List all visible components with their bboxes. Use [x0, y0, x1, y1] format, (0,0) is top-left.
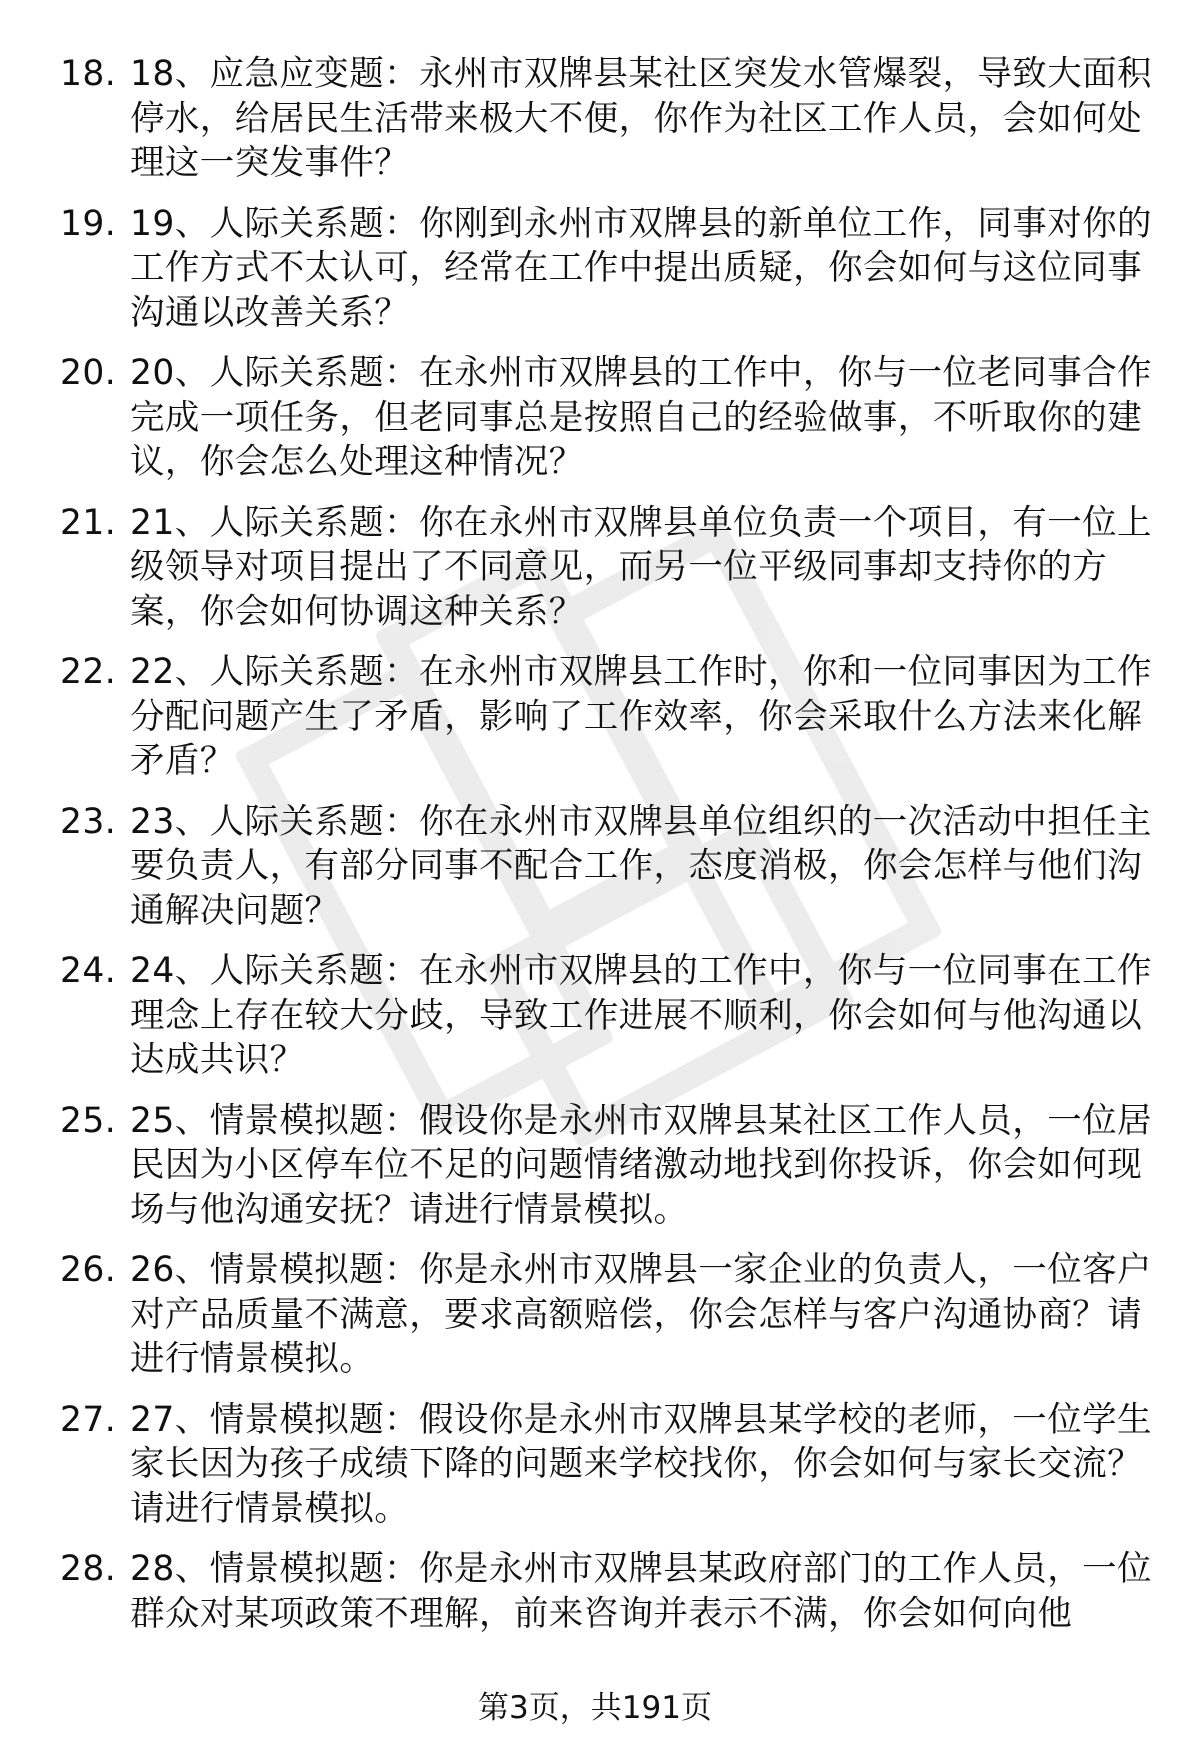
question-text: 26、情景模拟题：你是永州市双牌县一家企业的负责人，一位客户对产品质量不满意，要求高额赔偿，你会怎样与客户沟通协商？请进行情景模拟。: [130, 1250, 1152, 1379]
question-number: 28.: [60, 1549, 117, 1589]
question-text: 18、应急应变题：永州市双牌县某社区突发水管爆裂，导致大面积停水，给居民生活带来极大不便，你作为社区工作人员，会如何处理这一突发事件？: [130, 54, 1152, 183]
question-text: 24、人际关系题：在永州市双牌县的工作中，你与一位同事在工作理念上存在较大分歧，导致工作进展不顺利，你会如何与他沟通以达成共识？: [130, 951, 1152, 1080]
question-item: [0, 650, 1190, 784]
question-text: 21、人际关系题：你在永州市双牌县单位负责一个项目，有一位上级领导对项目提出了不同意见，而另一位平级同事却支持你的方案，你会如何协调这种关系？: [130, 502, 1152, 632]
question-item: [0, 1248, 1190, 1382]
question-item: [0, 1099, 1190, 1233]
page-footer: [0, 1688, 1190, 1728]
question-number: 21.: [60, 502, 117, 543]
question-item: [0, 949, 1190, 1083]
question-number: 26.: [60, 1250, 117, 1290]
question-number: 20.: [60, 353, 117, 393]
question-text: 27、情景模拟题：假设你是永州市双牌县某学校的老师，一位学生家长因为孩子成绩下降的问题来学校找你，你会如何与家长交流？请进行情景模拟。: [130, 1399, 1152, 1529]
question-number: 23.: [60, 801, 117, 842]
question-number: 22.: [60, 652, 117, 692]
question-text: 20、人际关系题：在永州市双牌县的工作中，你与一位老同事合作完成一项任务，但老同事总是按照自己的经验做事，不听取你的建议，你会怎么处理这种情况？: [130, 353, 1152, 482]
question-number: 27.: [60, 1399, 117, 1440]
question-text: 28、情景模拟题：你是永州市双牌县某政府部门的工作人员，一位群众对某项政策不理解，前来咨询并表示不满，你会如何向他: [130, 1549, 1152, 1634]
question-number: 24.: [60, 951, 117, 991]
question-item: [0, 202, 1190, 336]
question-number: 18.: [60, 54, 117, 94]
question-list: [0, 52, 1190, 1652]
question-text: 25、情景模拟题：假设你是永州市双牌县某社区工作人员，一位居民因为小区停车位不足的问题情绪激动地找到你投诉，你会如何现场与他沟通安抚？请进行情景模拟。: [130, 1100, 1152, 1230]
page-number-label: 第3页，共191页: [478, 1690, 712, 1726]
question-text: 22、人际关系题：在永州市双牌县工作时，你和一位同事因为工作分配问题产生了矛盾，影响了工作效率，你会采取什么方法来化解矛盾？: [130, 652, 1152, 781]
question-number: 25.: [60, 1100, 117, 1141]
question-item: [0, 52, 1190, 186]
question-item: [0, 1398, 1190, 1532]
question-item: [0, 351, 1190, 485]
question-item: [0, 800, 1190, 934]
question-item: [0, 501, 1190, 635]
question-number: 19.: [60, 203, 117, 244]
question-text: 19、人际关系题：你刚到永州市双牌县的新单位工作，同事对你的工作方式不太认可，经常在工作中提出质疑，你会如何与这位同事沟通以改善关系？: [130, 203, 1152, 333]
question-text: 23、人际关系题：你在永州市双牌县单位组织的一次活动中担任主要负责人，有部分同事不配合工作，态度消极，你会怎样与他们沟通解决问题？: [130, 801, 1152, 931]
question-item: [0, 1547, 1190, 1636]
